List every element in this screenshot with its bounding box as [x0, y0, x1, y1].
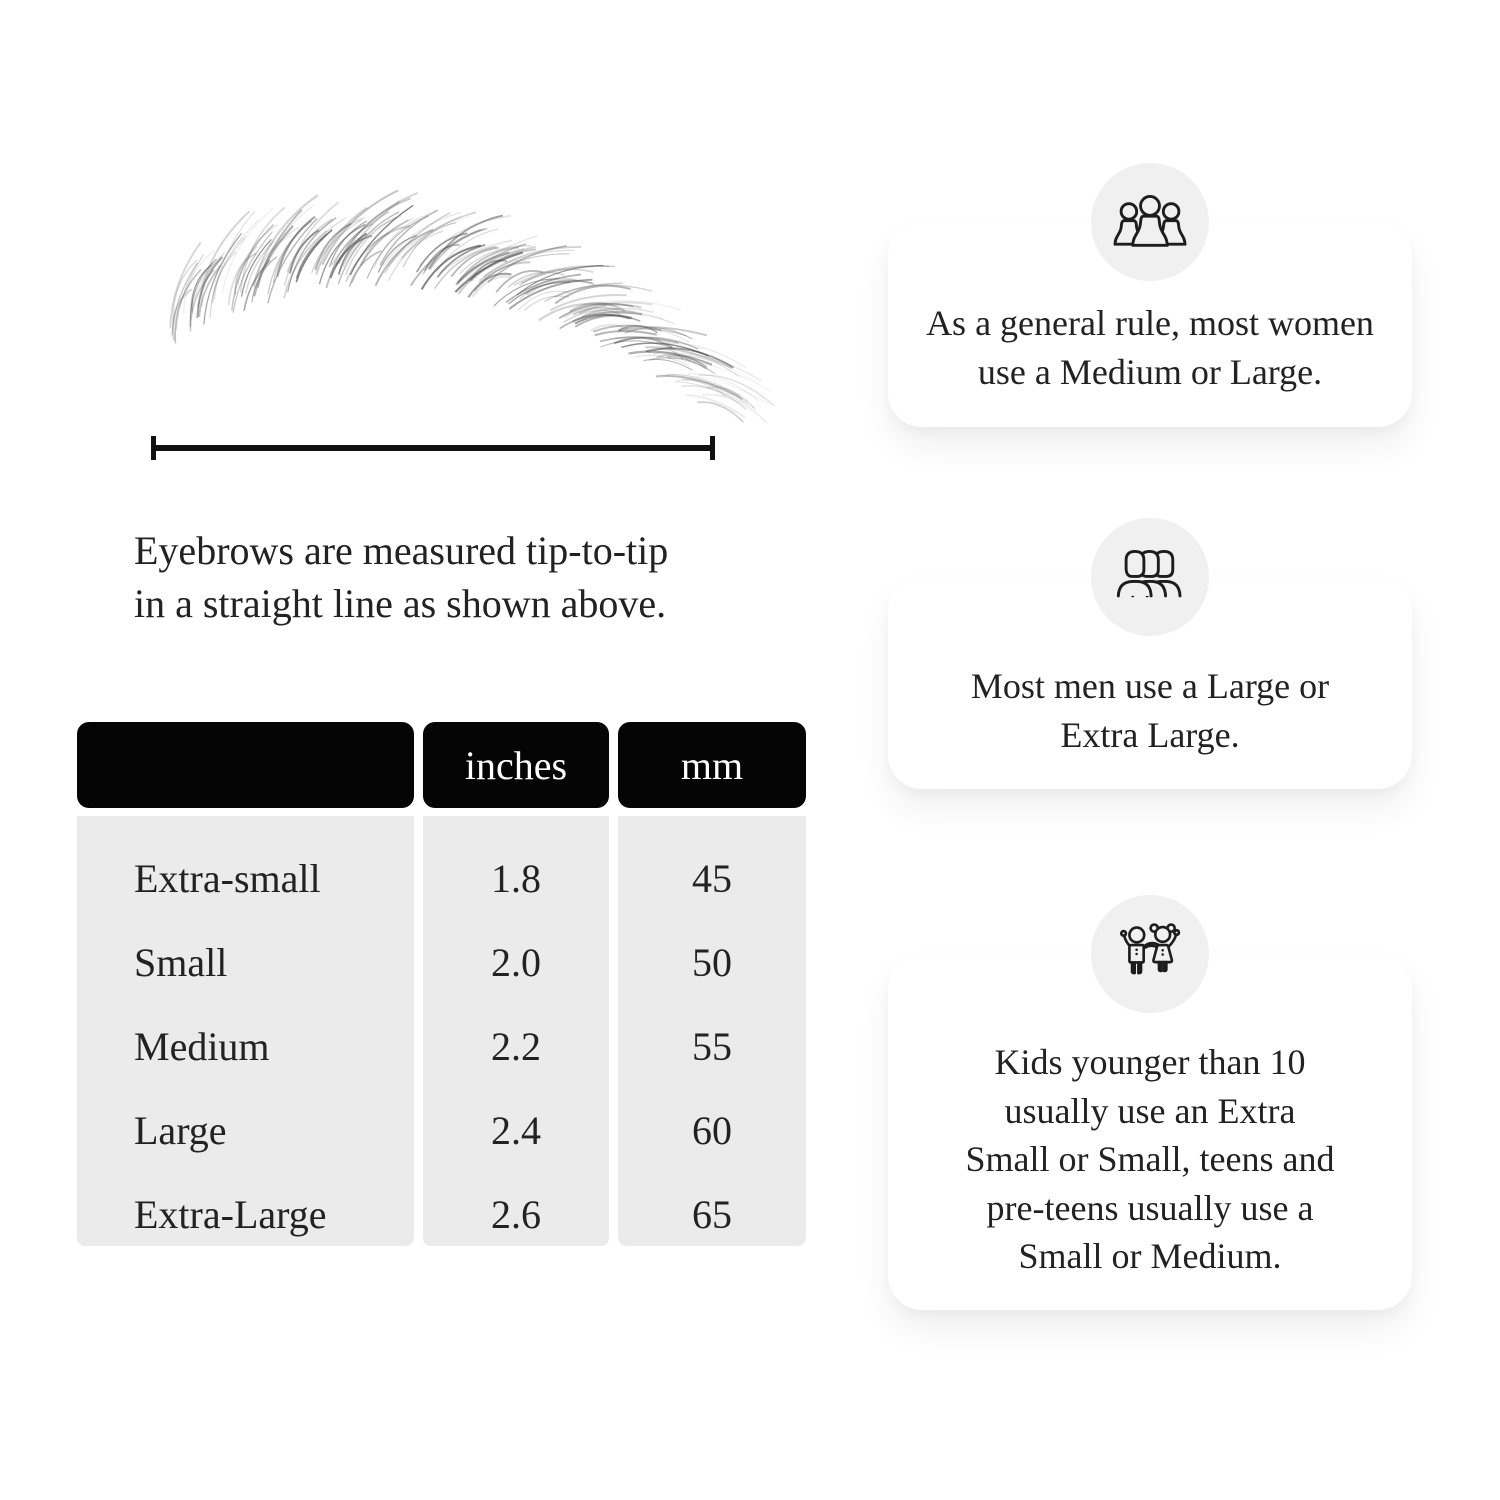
inches-value: 2.6 — [491, 1191, 541, 1237]
kids-icon — [1112, 916, 1188, 992]
size-label: Medium — [134, 1023, 270, 1069]
mm-value: 50 — [692, 939, 732, 985]
size-table-header — [77, 722, 806, 808]
card-text-line: usually use an Extra — [1004, 1090, 1296, 1131]
card-text-line: use a Medium or Large. — [977, 351, 1323, 392]
inches-value: 2.4 — [491, 1107, 541, 1153]
card-text-line: Small or Small, teens and — [965, 1139, 1335, 1179]
mm-value: 65 — [692, 1191, 732, 1237]
mm-value: 55 — [692, 1023, 732, 1069]
inches-value: 2.0 — [491, 939, 541, 985]
card-text-line: Small or Medium. — [1018, 1236, 1282, 1276]
icon-circle — [1091, 163, 1209, 281]
mm-value: 60 — [692, 1107, 732, 1153]
size-table — [77, 722, 806, 1246]
card-text-line: Kids younger than 10 — [994, 1042, 1306, 1082]
inches-column — [423, 816, 609, 1246]
header-cell-sizes — [77, 722, 414, 808]
caption-line: Eyebrows are measured tip-to-tip — [134, 528, 669, 573]
caption-line: in a straight line as shown above. — [134, 581, 667, 626]
card-text-line: Most men use a Large or — [970, 666, 1330, 706]
size-label: Large — [134, 1107, 227, 1153]
icon-circle — [1091, 895, 1209, 1013]
icon-circle — [1091, 518, 1209, 636]
size-label: Extra-Large — [134, 1191, 327, 1237]
inches-value: 1.8 — [491, 855, 541, 901]
size-label: Small — [134, 939, 228, 985]
size-table-body — [77, 816, 806, 1246]
size-label: Extra-small — [134, 855, 321, 901]
women-group-icon — [1110, 182, 1190, 262]
men-group-icon — [1110, 537, 1190, 617]
measurement-line — [151, 436, 715, 460]
card-text-line: As a general rule, most women — [926, 303, 1374, 343]
info-card-women — [888, 222, 1412, 427]
eyebrow-illustration — [138, 210, 738, 405]
measurement-caption — [134, 524, 668, 630]
info-card-kids — [888, 954, 1412, 1310]
card-text-line: Extra Large. — [1060, 714, 1240, 755]
info-card-men — [888, 577, 1412, 789]
inches-value: 2.2 — [491, 1023, 541, 1069]
header-cell-inches: inches — [423, 722, 609, 808]
size-label-column — [77, 816, 414, 1246]
mm-value: 45 — [692, 855, 732, 901]
mm-column — [618, 816, 806, 1246]
header-cell-mm: mm — [618, 722, 806, 808]
card-text-line: pre-teens usually use a — [986, 1187, 1314, 1228]
